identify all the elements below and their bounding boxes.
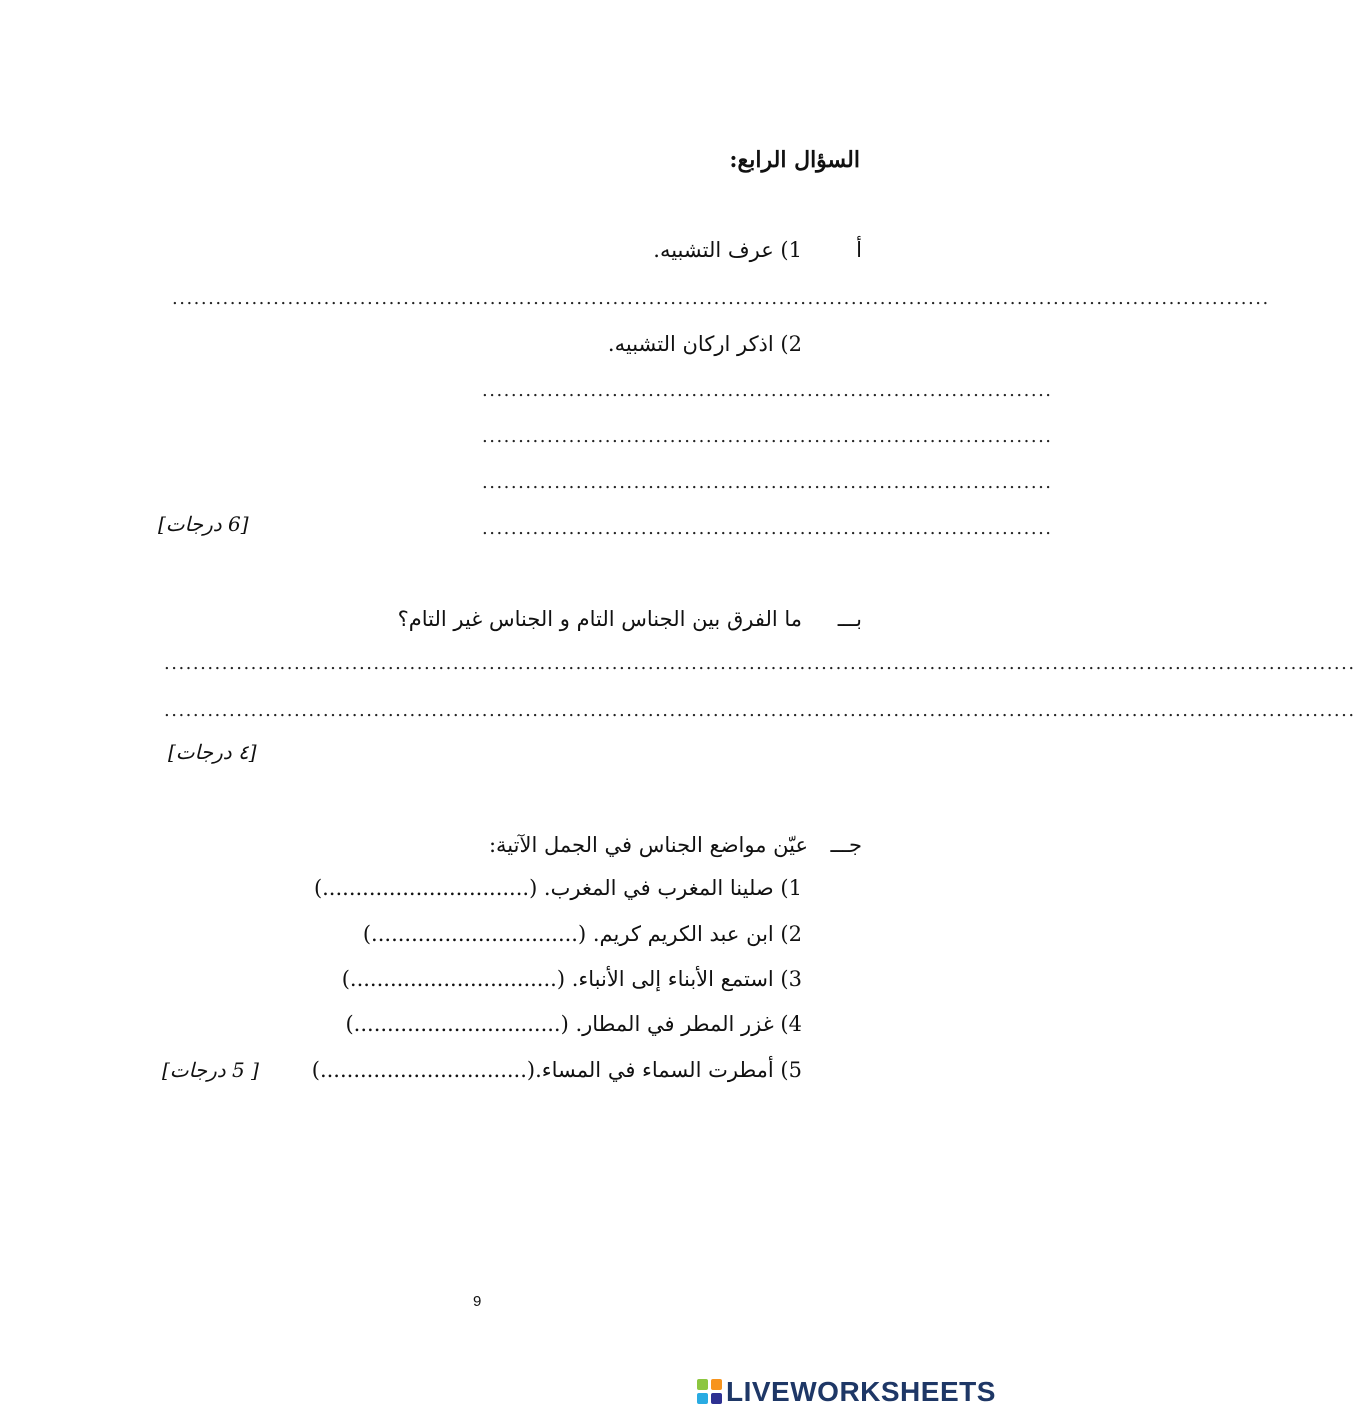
section-c-item: 4) غزر المطر في المطار. (...............................): [345, 1012, 802, 1036]
section-b-grade: [٤ درجات]: [168, 740, 257, 764]
answer-line[interactable]: .....................................................................................................................................................................: [164, 700, 1356, 721]
section-c-item: 3) استمع الأبناء إلى الأنباء. (...............................): [341, 967, 802, 991]
answer-line[interactable]: ...............................................................................: [482, 472, 1053, 493]
answer-line[interactable]: ...............................................................................: [482, 380, 1053, 401]
section-b-letter: بـــ: [837, 607, 862, 631]
section-a-letter: أ: [856, 238, 862, 262]
section-c-letter: جـــ: [830, 833, 862, 857]
section-c-item: 5) أمطرت السماء في المساء.(...............................): [311, 1058, 802, 1082]
section-b-question: ما الفرق بين الجناس التام و الجناس غير التام؟: [397, 607, 802, 631]
section-c-instruction: عيّن مواضع الجناس في الجمل الآتية:: [488, 833, 808, 857]
question-title: السؤال الرابع:: [729, 147, 860, 173]
answer-line[interactable]: ...............................................................................: [482, 426, 1053, 447]
section-c-grade: [ 5 درجات]: [162, 1058, 259, 1082]
section-c-item: 2) ابن عبد الكريم كريم. (...............................): [362, 922, 802, 946]
answer-line[interactable]: ...............................................................................: [482, 518, 1053, 539]
answer-line[interactable]: ........................................................................................................................................................: [172, 288, 1270, 309]
answer-line[interactable]: .....................................................................................................................................................................: [164, 653, 1356, 674]
page-number: 9: [473, 1293, 482, 1310]
section-a-question-1: 1) عرف التشبيه.: [653, 238, 802, 262]
liveworksheets-logo-icon: [697, 1379, 723, 1405]
section-a-question-2: 2) اذكر اركان التشبيه.: [607, 332, 802, 356]
section-a-grade: [6 درجات]: [158, 512, 249, 536]
section-c-item: 1) صلينا المغرب في المغرب. (...............................): [313, 876, 802, 900]
liveworksheets-brand: LIVEWORKSHEETS: [726, 1376, 996, 1407]
